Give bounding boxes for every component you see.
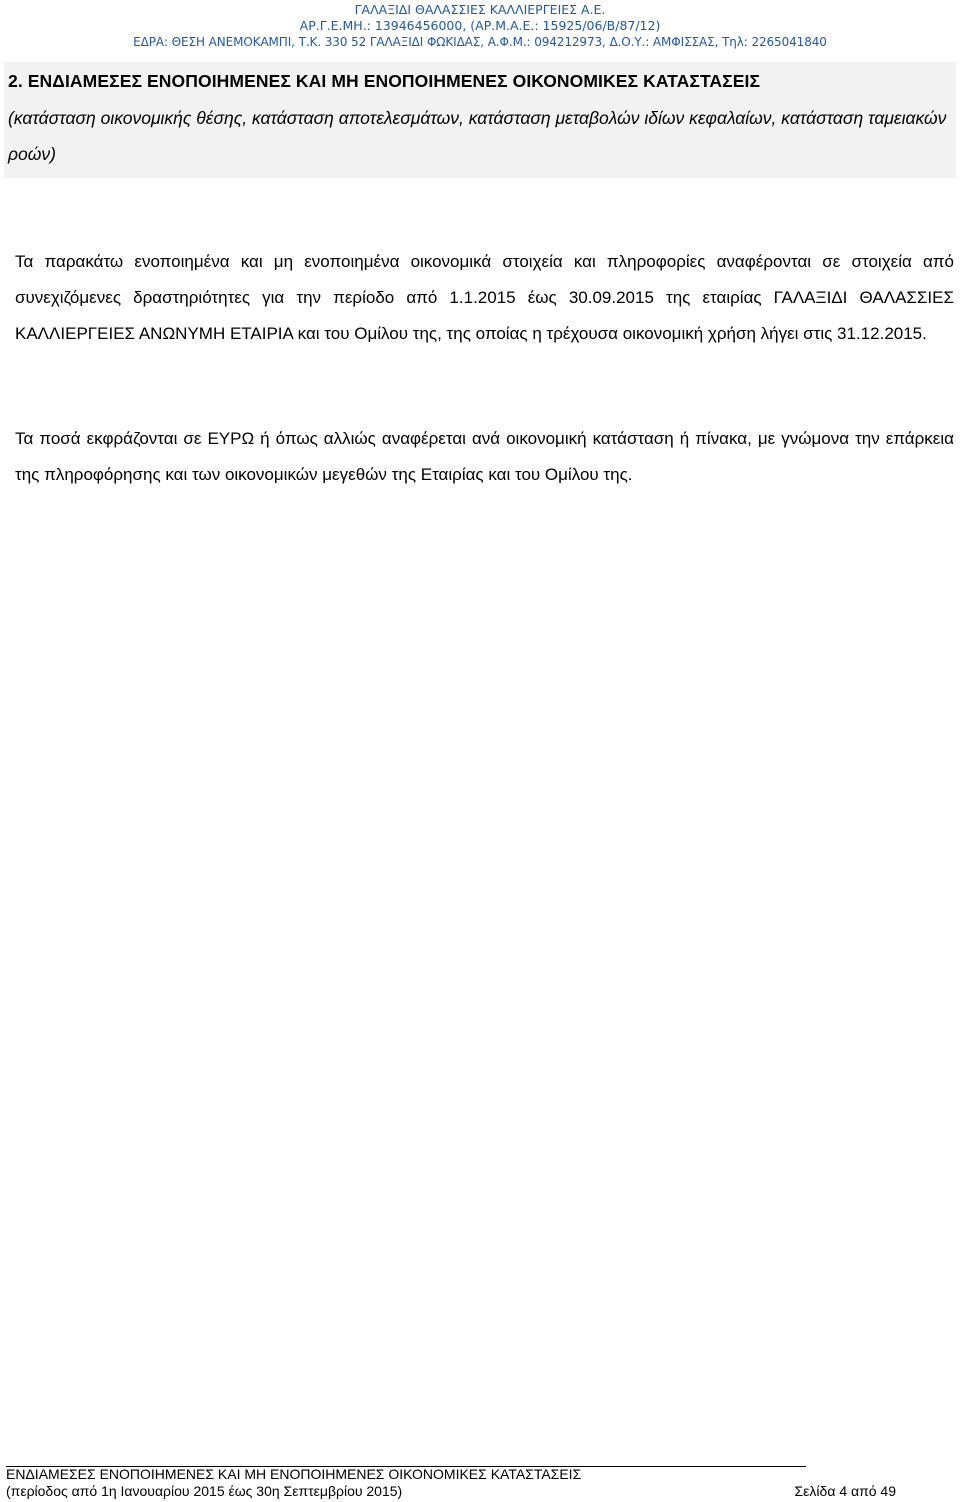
page-number: Σελίδα 4 από 49 — [794, 1483, 896, 1499]
section-subtitle: (κατάσταση οικονομικής θέσης, κατάσταση αποτελεσμάτων, κατάσταση μεταβολών ιδίων κεφαλαίων, κατάσταση ταμειακών ροών) — [8, 108, 947, 164]
page-header — [0, 0, 960, 50]
company-name: ΓΑΛΑΞΙΔΙ ΘΑΛΑΣΣΙΕΣ ΚΑΛΛΙΕΡΓΕΙΕΣ Α.Ε. — [354, 2, 606, 17]
registry-numbers: ΑΡ.Γ.Ε.ΜΗ.: 13946456000, (ΑΡ.Μ.Α.Ε.: 15925/06/Β/87/12) — [299, 18, 661, 33]
footer-title: ΕΝΔΙΑΜΕΣΕΣ ΕΝΟΠΟΙΗΜΕΝΕΣ ΚΑΙ ΜΗ ΕΝΟΠΟΙΗΜΕΝΕΣ ΟΙΚΟΝΟΜΙΚΕΣ ΚΑΤΑΣΤΑΣΕΙΣ — [6, 1466, 582, 1482]
intro-paragraph-text: Τα παρακάτω ενοποιημένα και μη ενοποιημένα οικονομικά στοιχεία και πληροφορίες αναφέρονται σε στοιχεία από συνεχιζόμενες δραστηριότητες για την περίοδο από 1.1.2015 έως 30.09.2015 της εταιρίας ΓΑΛΑΞΙΔΙ ΘΑΛΑΣΣΙΕΣ ΚΑΛΛΙΕΡΓΕΙΕΣ ΑΝΩΝΥΜΗ ΕΤΑΙΡΙΑ και του Ομίλου της, της οποίας η τρέχουσα οικονομική χρήση λήγει στις 31.12.2015. — [15, 252, 954, 343]
footer-period: (περίοδος από 1η Ιανουαρίου 2015 έως 30η Σεπτεμβρίου 2015) — [6, 1483, 403, 1499]
intro-paragraph — [6, 244, 954, 352]
company-address: ΕΔΡΑ: ΘΕΣΗ ΑΝΕΜΟΚΑΜΠΙ, Τ.Κ. 330 52 ΓΑΛΑΞΙΔΙ ΦΩΚΙΔΑΣ, Α.Φ.Μ.: 094212973, Δ.Ο.Υ.: ΑΜΦΙΣΣΑΣ, Τηλ: 2265041840 — [133, 35, 827, 49]
currency-paragraph-text: Τα ποσά εκφράζονται σε ΕΥΡΩ ή όπως αλλιώς αναφέρεται ανά οικονομική κατάσταση ή πίνακα, με γνώμονα την επάρκεια της πληροφόρησης και των οικονομικών μεγεθών της Εταιρίας και του Ομίλου της. — [15, 429, 954, 484]
currency-paragraph — [6, 421, 954, 493]
page-footer — [6, 1466, 896, 1500]
section-title: 2. ΕΝΔΙΑΜΕΣΕΣ ΕΝΟΠΟΙΗΜΕΝΕΣ ΚΑΙ ΜΗ ΕΝΟΠΟΙΗΜΕΝΕΣ ΟΙΚΟΝΟΜΙΚΕΣ ΚΑΤΑΣΤΑΣΕΙΣ — [8, 71, 761, 91]
section-heading-box — [4, 62, 956, 178]
